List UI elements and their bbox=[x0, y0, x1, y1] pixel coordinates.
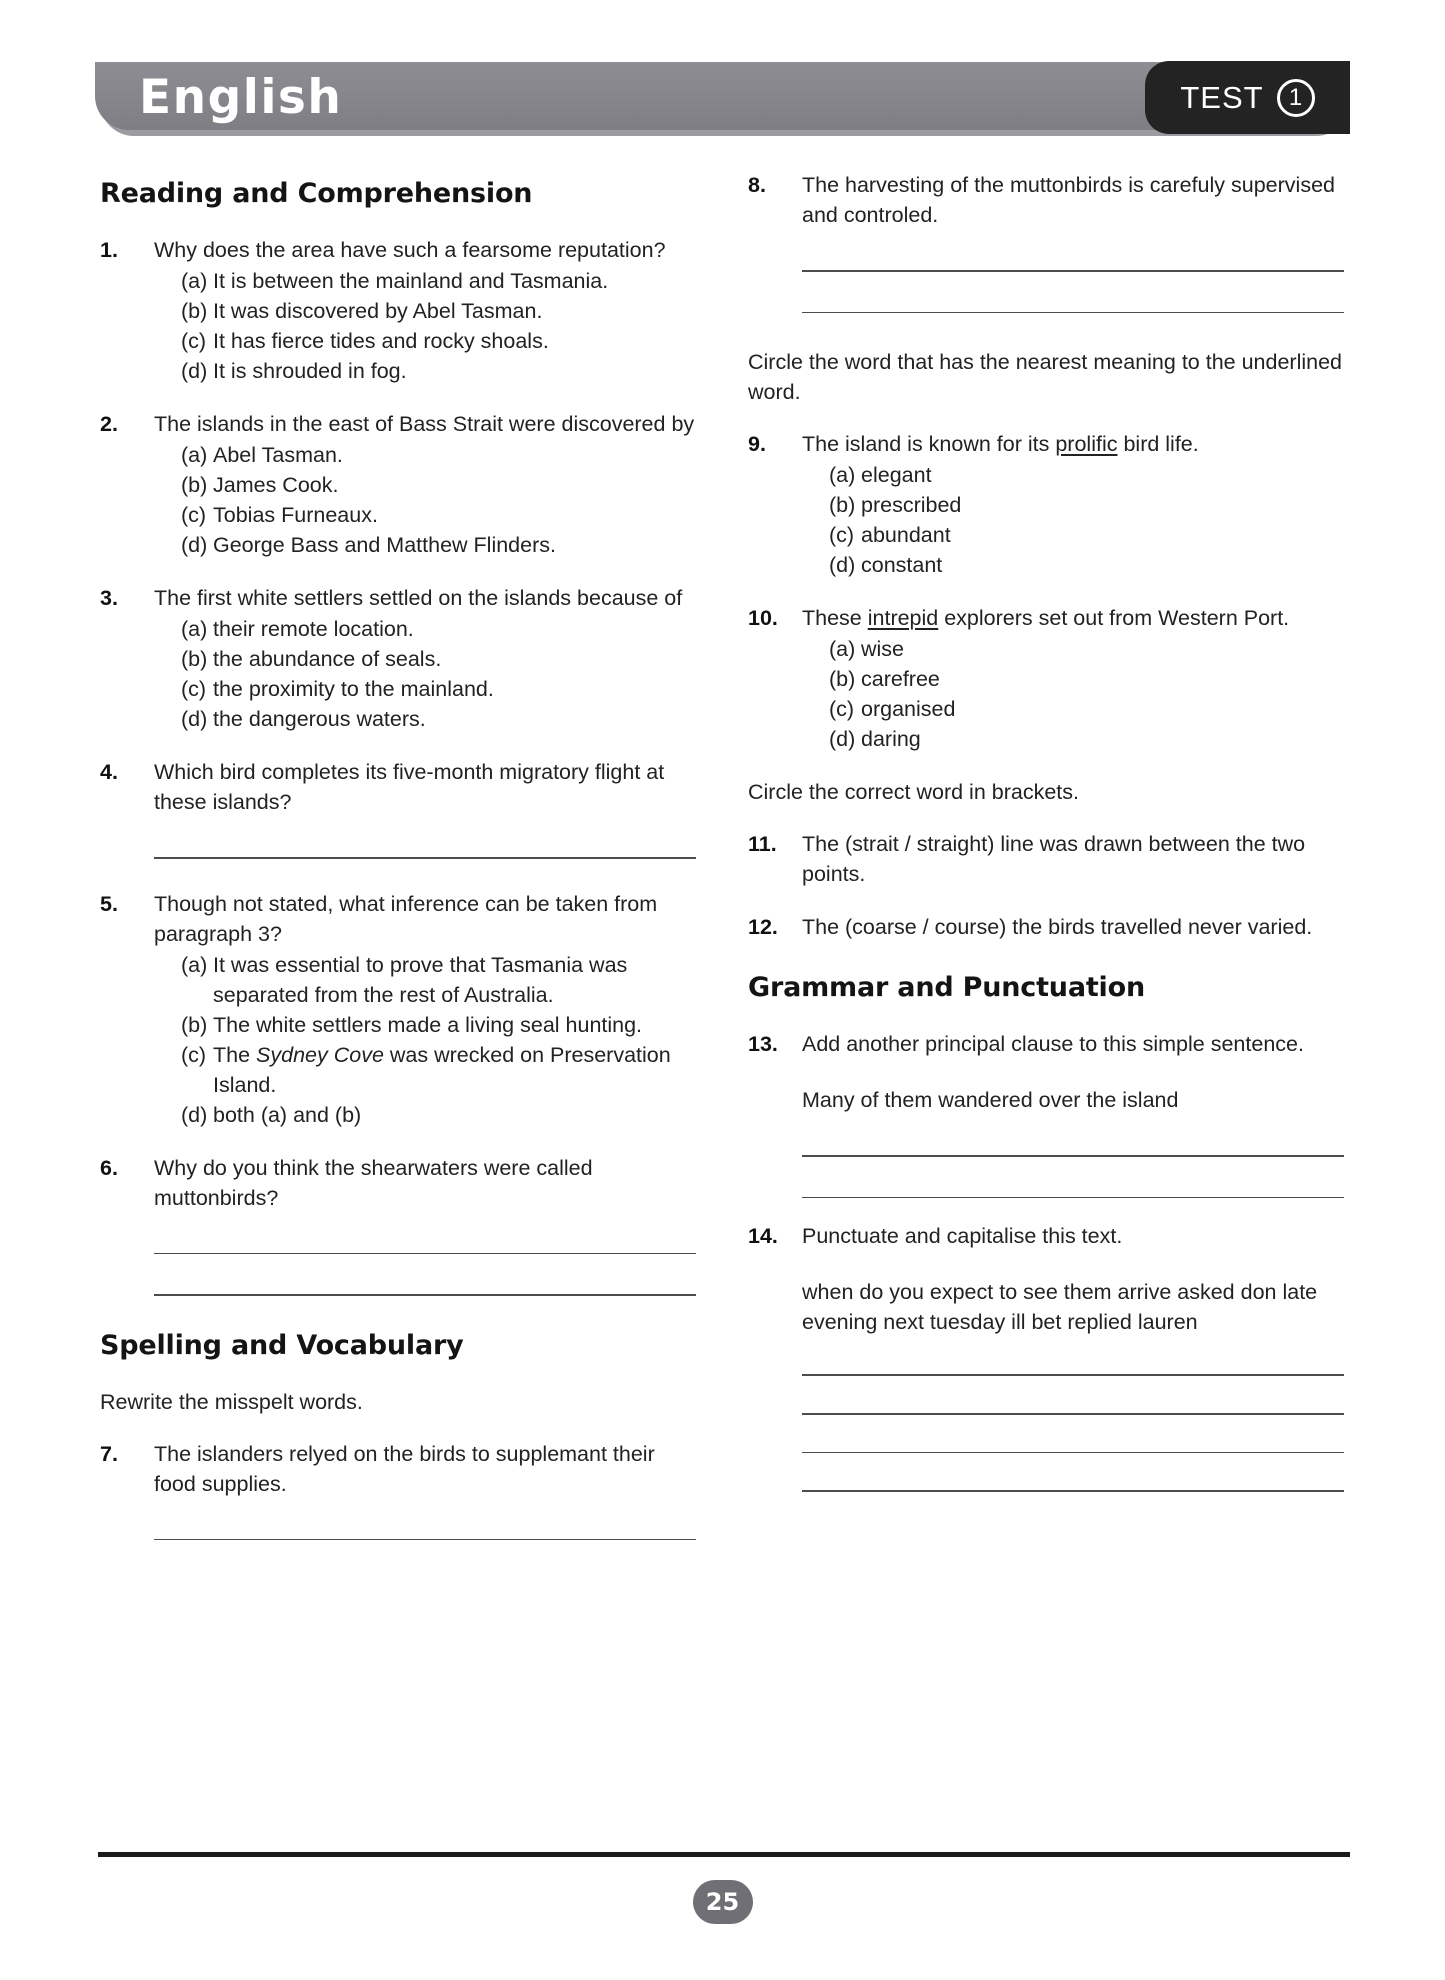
question-9 bbox=[748, 429, 1344, 580]
answer-line[interactable] bbox=[802, 1374, 1344, 1376]
question-8 bbox=[748, 170, 1344, 313]
test-badge bbox=[1145, 61, 1350, 134]
option-letter: (d) bbox=[181, 359, 208, 383]
answer-line[interactable] bbox=[154, 1253, 696, 1255]
question-text-pre: The island is known for its bbox=[802, 432, 1056, 457]
header-bar bbox=[95, 62, 1350, 130]
question-5 bbox=[100, 889, 696, 1130]
option-text: constant bbox=[861, 553, 943, 578]
option-b[interactable] bbox=[802, 490, 1344, 520]
option-c[interactable] bbox=[154, 326, 696, 356]
option-text: organised bbox=[861, 697, 956, 722]
option-text: daring bbox=[861, 727, 921, 752]
answer-lines[interactable] bbox=[802, 1374, 1344, 1491]
option-b[interactable] bbox=[802, 664, 1344, 694]
option-d[interactable] bbox=[154, 356, 696, 386]
option-letter: (b) bbox=[829, 667, 856, 692]
option-list bbox=[154, 614, 696, 734]
answer-lines[interactable] bbox=[802, 270, 1344, 313]
question-number: 2. bbox=[100, 412, 118, 436]
option-d[interactable] bbox=[154, 704, 696, 734]
answer-line[interactable] bbox=[154, 857, 696, 859]
question-text-post: bird life. bbox=[1117, 432, 1199, 457]
question-number: 9. bbox=[748, 432, 766, 457]
answer-line[interactable] bbox=[802, 1197, 1344, 1199]
option-text: Tobias Furneaux. bbox=[213, 503, 378, 527]
option-a[interactable] bbox=[802, 634, 1344, 664]
question-3 bbox=[100, 583, 696, 734]
option-letter: (b) bbox=[829, 493, 856, 518]
option-letter: (c) bbox=[829, 697, 855, 722]
page-header bbox=[95, 62, 1350, 134]
option-text-italic: Sydney Cove bbox=[256, 1042, 384, 1067]
answer-line[interactable] bbox=[802, 270, 1344, 272]
question-text: Which bird completes its five-month migratory flight at these islands? bbox=[154, 760, 665, 814]
question-number: 3. bbox=[100, 586, 118, 610]
option-letter: (a) bbox=[181, 952, 208, 977]
option-list bbox=[154, 950, 696, 1130]
left-column bbox=[100, 178, 696, 1563]
option-letter: (d) bbox=[829, 553, 856, 578]
option-text: It was essential to prove that Tasmania was separated from the rest of Australia. bbox=[213, 952, 628, 1007]
option-text: carefree bbox=[861, 667, 940, 692]
footer-rule bbox=[98, 1852, 1350, 1857]
option-letter: (c) bbox=[181, 329, 207, 353]
question-text: Why does the area have such a fearsome reputation? bbox=[154, 238, 666, 262]
answer-lines[interactable] bbox=[154, 857, 696, 859]
option-text: elegant bbox=[861, 463, 932, 488]
option-list bbox=[154, 266, 696, 386]
question-1 bbox=[100, 235, 696, 386]
option-letter: (c) bbox=[829, 523, 855, 548]
question-text: The harvesting of the muttonbirds is carefuly supervised and controled. bbox=[802, 173, 1335, 227]
answer-lines[interactable] bbox=[802, 1155, 1344, 1198]
question-2 bbox=[100, 409, 696, 560]
option-d[interactable] bbox=[802, 724, 1344, 754]
option-letter: (d) bbox=[829, 727, 856, 752]
option-c[interactable] bbox=[154, 500, 696, 530]
test-number-circle: 1 bbox=[1277, 79, 1315, 117]
question-text: The (strait / straight) line was drawn between the two points. bbox=[802, 832, 1306, 887]
option-text: It was discovered by Abel Tasman. bbox=[213, 299, 543, 323]
question-number: 11. bbox=[748, 832, 777, 857]
option-letter: (d) bbox=[181, 707, 208, 731]
option-text: Abel Tasman. bbox=[213, 443, 343, 467]
option-letter: (c) bbox=[181, 1042, 207, 1067]
question-text-post: explorers set out from Western Port. bbox=[938, 606, 1290, 631]
underlined-word: prolific bbox=[1055, 432, 1118, 457]
option-text-post: was wrecked on Preservation Island. bbox=[213, 1042, 671, 1097]
right-column bbox=[748, 173, 1344, 1515]
test-badge-label: TEST bbox=[1180, 79, 1264, 115]
option-c[interactable] bbox=[802, 520, 1344, 550]
option-a[interactable] bbox=[802, 460, 1344, 490]
question-text bbox=[802, 603, 1344, 633]
option-a[interactable] bbox=[154, 440, 696, 470]
question-12 bbox=[748, 912, 1344, 942]
answer-line[interactable] bbox=[154, 1294, 696, 1296]
option-letter: (a) bbox=[181, 617, 208, 641]
question-10 bbox=[748, 603, 1344, 754]
question-number: 13. bbox=[748, 1032, 778, 1057]
question-text bbox=[802, 429, 1344, 459]
option-letter: (b) bbox=[181, 299, 208, 323]
option-letter: (a) bbox=[829, 637, 856, 662]
question-number: 1. bbox=[100, 238, 118, 262]
option-b[interactable] bbox=[154, 644, 696, 674]
option-letter: (b) bbox=[181, 473, 208, 497]
instruction-rewrite-misspelt: Rewrite the misspelt words. bbox=[100, 1389, 363, 1414]
answer-line[interactable] bbox=[802, 1490, 1344, 1492]
option-text: their remote location. bbox=[213, 617, 414, 641]
option-text: abundant bbox=[861, 523, 951, 548]
question-text: Add another principal clause to this simple sentence. bbox=[802, 1032, 1304, 1057]
answer-line[interactable] bbox=[154, 1539, 696, 1541]
option-letter: (a) bbox=[829, 463, 856, 488]
option-text: prescribed bbox=[861, 493, 962, 518]
question-sub-text: Many of them wandered over the island bbox=[802, 1088, 1179, 1113]
option-list bbox=[802, 634, 1344, 754]
question-text: The islanders relyed on the birds to supplemant their food supplies. bbox=[154, 1441, 655, 1496]
option-text-pre: The bbox=[213, 1042, 257, 1067]
section-title-spelling: Spelling and Vocabulary bbox=[100, 1329, 464, 1361]
question-14 bbox=[748, 1221, 1344, 1491]
instruction-circle-nearest-meaning: Circle the word that has the nearest meaning to the underlined word. bbox=[748, 350, 1343, 405]
option-b[interactable] bbox=[154, 296, 696, 326]
question-11 bbox=[748, 829, 1344, 889]
page-title: English bbox=[139, 70, 343, 125]
question-text: Though not stated, what inference can be taken from paragraph 3? bbox=[154, 891, 658, 946]
option-text: the proximity to the mainland. bbox=[213, 677, 494, 701]
option-letter: (d) bbox=[181, 1102, 208, 1127]
page-number-badge: 25 bbox=[693, 1880, 753, 1924]
option-text: James Cook. bbox=[213, 473, 339, 497]
option-text: George Bass and Matthew Flinders. bbox=[213, 533, 556, 557]
option-list bbox=[154, 440, 696, 560]
question-number: 6. bbox=[100, 1155, 118, 1180]
option-text: It has fierce tides and rocky shoals. bbox=[213, 329, 549, 353]
option-letter: (d) bbox=[181, 533, 208, 557]
option-d[interactable] bbox=[154, 1100, 696, 1130]
section-title-reading: Reading and Comprehension bbox=[100, 178, 533, 209]
option-a[interactable] bbox=[154, 950, 696, 1010]
option-c[interactable] bbox=[802, 694, 1344, 724]
option-letter: (a) bbox=[181, 269, 208, 293]
question-4 bbox=[100, 757, 696, 859]
question-6 bbox=[100, 1153, 696, 1296]
option-letter: (a) bbox=[181, 443, 208, 467]
option-a[interactable] bbox=[154, 266, 696, 296]
question-13 bbox=[748, 1029, 1344, 1198]
option-b[interactable] bbox=[154, 470, 696, 500]
question-number: 4. bbox=[100, 760, 118, 784]
question-text: The islands in the east of Bass Strait were discovered by bbox=[154, 412, 695, 436]
question-text: Punctuate and capitalise this text. bbox=[802, 1224, 1123, 1249]
option-text: It is shrouded in fog. bbox=[213, 359, 407, 383]
answer-line[interactable] bbox=[802, 1452, 1344, 1454]
question-7 bbox=[100, 1439, 696, 1541]
option-c[interactable] bbox=[154, 674, 696, 704]
answer-line[interactable] bbox=[802, 1155, 1344, 1157]
underlined-word: intrepid bbox=[867, 606, 939, 631]
answer-line[interactable] bbox=[802, 312, 1344, 314]
option-text: both (a) and (b) bbox=[213, 1102, 362, 1127]
answer-lines[interactable] bbox=[154, 1539, 696, 1541]
option-text: wise bbox=[861, 637, 905, 662]
option-letter: (b) bbox=[181, 1012, 208, 1037]
section-title-grammar: Grammar and Punctuation bbox=[748, 972, 1145, 1004]
question-text: The (coarse / course) the birds travelled never varied. bbox=[802, 915, 1313, 940]
question-number: 5. bbox=[100, 891, 118, 916]
option-text: the abundance of seals. bbox=[213, 647, 442, 671]
option-text: the dangerous waters. bbox=[213, 707, 426, 731]
question-number: 10. bbox=[748, 606, 778, 631]
option-text bbox=[213, 1040, 696, 1100]
question-text: The first white settlers settled on the islands because of bbox=[154, 586, 683, 610]
question-sub-text: when do you expect to see them arrive asked don late evening next tuesday ill bet replied lauren bbox=[802, 1280, 1318, 1335]
option-a[interactable] bbox=[154, 614, 696, 644]
option-c[interactable] bbox=[154, 1040, 696, 1100]
option-text: It is between the mainland and Tasmania. bbox=[213, 269, 609, 293]
option-d[interactable] bbox=[154, 530, 696, 560]
question-number: 7. bbox=[100, 1441, 118, 1466]
option-letter: (b) bbox=[181, 647, 208, 671]
option-list bbox=[802, 460, 1344, 580]
option-letter: (c) bbox=[181, 503, 207, 527]
answer-lines[interactable] bbox=[154, 1253, 696, 1296]
instruction-circle-correct-word: Circle the correct word in brackets. bbox=[748, 780, 1079, 805]
question-text: Why do you think the shearwaters were called muttonbirds? bbox=[154, 1155, 593, 1210]
option-letter: (c) bbox=[181, 677, 207, 701]
question-number: 14. bbox=[748, 1224, 778, 1249]
option-text: The white settlers made a living seal hunting. bbox=[213, 1012, 643, 1037]
answer-line[interactable] bbox=[802, 1413, 1344, 1415]
question-text-pre: These bbox=[802, 606, 868, 631]
option-b[interactable] bbox=[154, 1010, 696, 1040]
question-number: 8. bbox=[748, 173, 766, 197]
option-d[interactable] bbox=[802, 550, 1344, 580]
question-number: 12. bbox=[748, 915, 778, 940]
